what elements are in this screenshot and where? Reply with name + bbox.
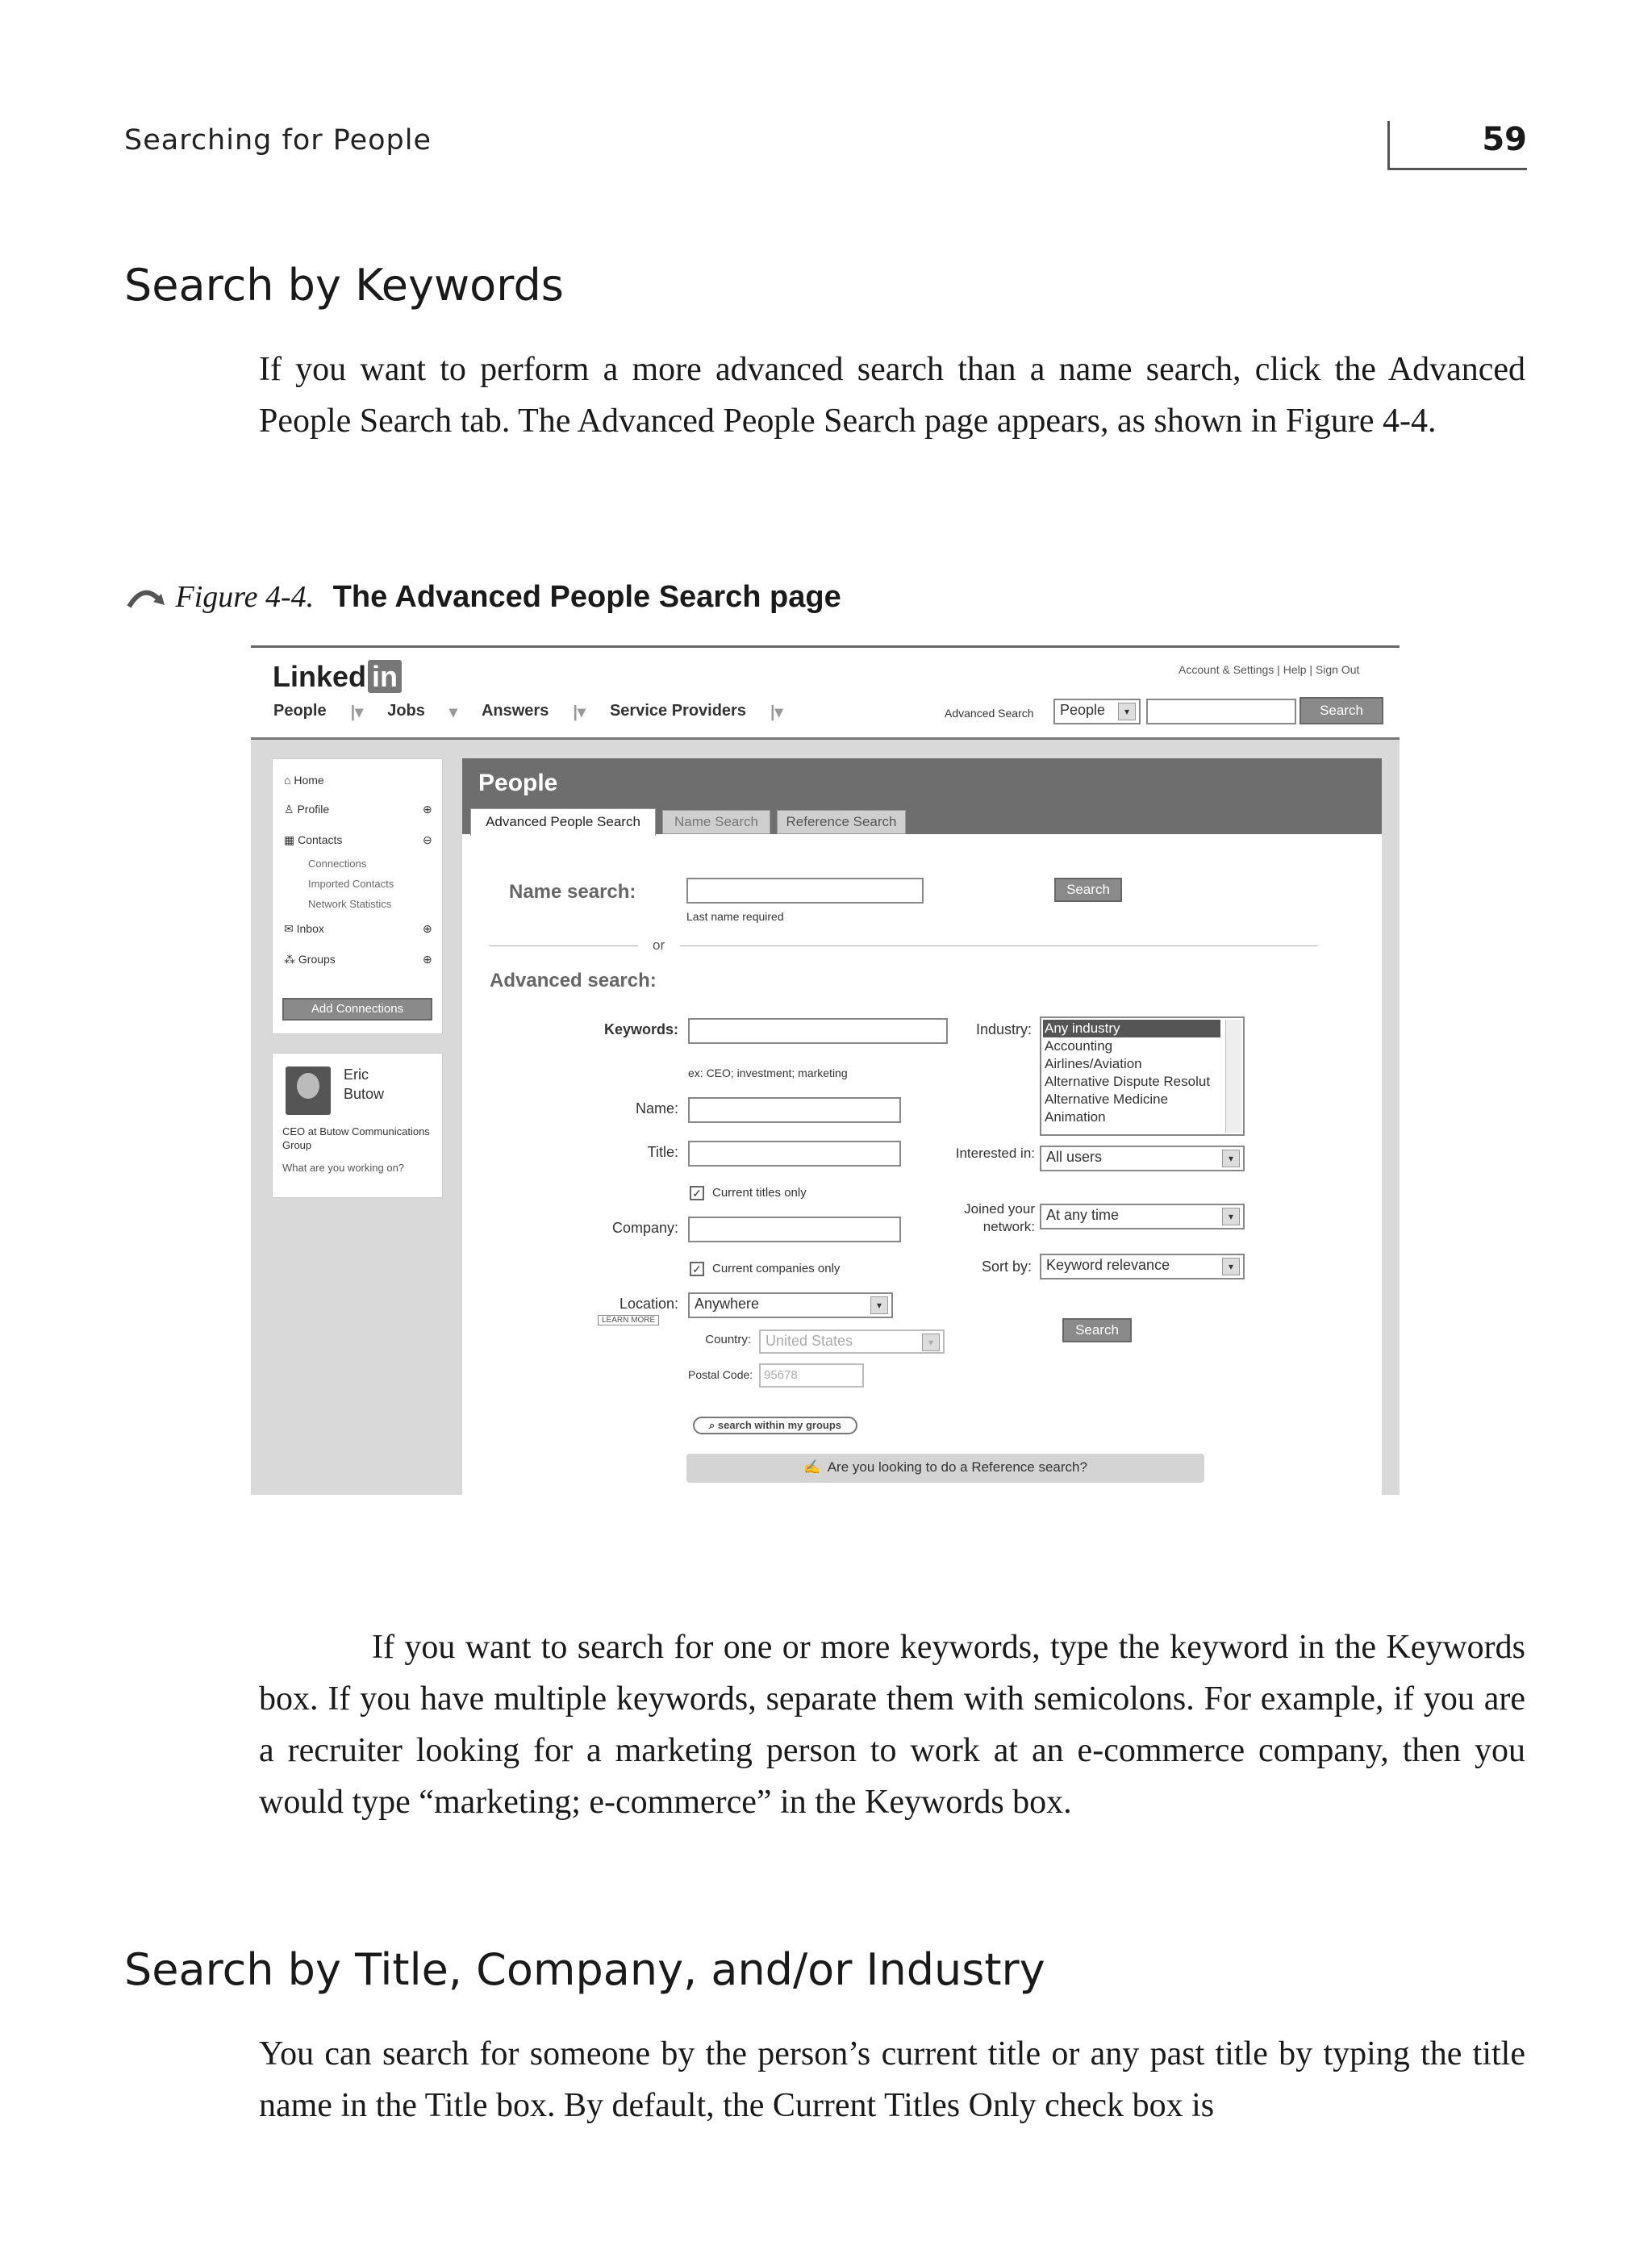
keywords-input[interactable] bbox=[688, 1018, 948, 1044]
figure-label: Figure 4-4. bbox=[175, 580, 315, 614]
sidebar-label-profile: Profile bbox=[297, 803, 330, 816]
expand-icon[interactable]: ⊕ bbox=[423, 922, 432, 935]
industry-option[interactable]: Any industry bbox=[1043, 1020, 1220, 1037]
sidebar-subitem-connections[interactable]: Connections bbox=[308, 858, 367, 870]
joined-value: At any time bbox=[1046, 1207, 1120, 1223]
status-prompt[interactable]: What are you working on? bbox=[282, 1162, 405, 1174]
nav-sep-icon: |▾ bbox=[573, 703, 586, 721]
industry-option[interactable]: Accounting bbox=[1045, 1038, 1113, 1054]
section-heading-keywords: Search by Keywords bbox=[124, 260, 564, 311]
chevron-down-icon: ▾ bbox=[1118, 703, 1136, 720]
sidebar-item-contacts[interactable] bbox=[284, 833, 342, 847]
search-within-groups-label: search within my groups bbox=[717, 1419, 842, 1431]
current-companies-label: Current companies only bbox=[712, 1262, 841, 1275]
current-titles-label: Current titles only bbox=[712, 1186, 807, 1200]
industry-scrollbar[interactable] bbox=[1225, 1020, 1241, 1133]
expand-icon[interactable]: ⊕ bbox=[423, 803, 432, 816]
profile-role: CEO at Butow Communications Group bbox=[282, 1125, 430, 1151]
industry-label: Industry: bbox=[975, 1021, 1032, 1037]
expand-icon[interactable]: ⊕ bbox=[423, 953, 432, 966]
profile-last-name[interactable]: Butow bbox=[344, 1086, 385, 1102]
nav-sep-icon: |▾ bbox=[770, 703, 783, 721]
advanced-search-link[interactable]: Advanced Search bbox=[945, 707, 1034, 720]
country-select[interactable] bbox=[759, 1329, 945, 1354]
contacts-icon: ▦ bbox=[284, 833, 295, 846]
joined-label: Joined your network: bbox=[964, 1201, 1035, 1234]
advanced-search-label: Advanced search: bbox=[490, 970, 657, 991]
section-heading-title-company: Search by Title, Company, and/or Industry bbox=[124, 1944, 1045, 1995]
title-label: Title: bbox=[647, 1144, 678, 1160]
search-icon: ⌕ bbox=[708, 1419, 715, 1431]
advanced-search-button[interactable]: Search bbox=[1062, 1318, 1132, 1342]
sidebar-subitem-statistics[interactable]: Network Statistics bbox=[308, 898, 392, 910]
groups-icon: ⁂ bbox=[284, 953, 295, 966]
interested-label: Interested in: bbox=[955, 1146, 1035, 1161]
nav-jobs[interactable]: Jobs bbox=[387, 702, 425, 720]
industry-listbox[interactable] bbox=[1040, 1016, 1245, 1136]
interested-value: All users bbox=[1046, 1149, 1103, 1165]
chevron-down-icon: ▾ bbox=[1222, 1258, 1240, 1275]
postal-code-input[interactable]: 95678 bbox=[759, 1363, 864, 1388]
add-connections-button[interactable]: Add Connections bbox=[282, 998, 432, 1021]
nav-answers[interactable]: Answers bbox=[481, 702, 549, 720]
company-label: Company: bbox=[611, 1220, 678, 1236]
people-panel bbox=[462, 758, 1382, 1495]
keywords-hint: ex: CEO; investment; marketing bbox=[688, 1066, 848, 1079]
sidebar-menu bbox=[272, 758, 443, 1034]
logo-in: in bbox=[368, 660, 402, 693]
sort-value: Keyword relevance bbox=[1046, 1257, 1170, 1273]
country-label: Country: bbox=[705, 1333, 751, 1346]
inbox-icon: ✉ bbox=[284, 922, 294, 935]
sidebar-item-inbox[interactable] bbox=[284, 922, 324, 936]
page-number-box bbox=[1387, 121, 1527, 170]
divider-right bbox=[680, 945, 1317, 946]
page-number: 59 bbox=[1482, 121, 1527, 158]
tab-reference-search[interactable]: Reference Search bbox=[777, 810, 906, 834]
chevron-down-icon: ▾ bbox=[870, 1296, 888, 1314]
keywords-label: Keywords: bbox=[603, 1021, 678, 1037]
title-paragraph: You can search for someone by the person’s current title or any past title by typing the title name in the Title box. By default, the Current Titles Only check box is bbox=[259, 2035, 1525, 2124]
industry-option[interactable]: Alternative Dispute Resolut bbox=[1045, 1074, 1211, 1089]
current-companies-checkbox[interactable]: ✓ bbox=[690, 1262, 704, 1276]
collapse-icon[interactable]: ⊖ bbox=[423, 833, 432, 846]
profile-first-name[interactable]: Eric bbox=[344, 1066, 369, 1083]
top-search-button[interactable]: Search bbox=[1299, 697, 1383, 724]
nav-sep-icon: |▾ bbox=[350, 703, 364, 721]
profile-card bbox=[272, 1053, 443, 1198]
nav-service-providers[interactable]: Service Providers bbox=[609, 702, 746, 720]
account-links[interactable]: Account & Settings | Help | Sign Out bbox=[1179, 663, 1360, 676]
nav-people[interactable]: People bbox=[273, 702, 327, 720]
current-titles-checkbox[interactable]: ✓ bbox=[690, 1186, 704, 1200]
location-value: Anywhere bbox=[695, 1296, 760, 1312]
name-search-button[interactable]: Search bbox=[1054, 878, 1122, 902]
sidebar-label-contacts: Contacts bbox=[298, 833, 343, 846]
figure-caption bbox=[124, 579, 841, 615]
search-type-select[interactable] bbox=[1053, 699, 1141, 724]
sidebar-label-inbox: Inbox bbox=[296, 922, 324, 935]
top-search-input[interactable] bbox=[1146, 699, 1296, 724]
title-input[interactable] bbox=[688, 1141, 901, 1167]
keywords-paragraph: If you want to search for one or more keywords, type the keyword in the Keywords box. If you have multiple keywords, separate them with semicolons. For example, if you are a recruiter looking for a marketing person to work at an e-commerce company, then you would type “marketing; e-commerce” in the Keywords box. bbox=[259, 1629, 1525, 1821]
linkedin-screenshot bbox=[251, 645, 1400, 1495]
figure-arrow-icon bbox=[124, 579, 168, 612]
joined-select[interactable] bbox=[1040, 1204, 1245, 1229]
company-input[interactable] bbox=[688, 1217, 901, 1242]
or-text: or bbox=[653, 937, 665, 953]
sort-label: Sort by: bbox=[981, 1258, 1032, 1275]
search-type-value: People bbox=[1060, 702, 1106, 718]
industry-option[interactable]: Alternative Medicine bbox=[1045, 1092, 1169, 1107]
sidebar-subitem-imported[interactable]: Imported Contacts bbox=[308, 878, 394, 890]
profile-icon: ♙ bbox=[284, 803, 294, 816]
sort-select[interactable] bbox=[1040, 1254, 1245, 1279]
chevron-down-icon: ▾ bbox=[1222, 1150, 1240, 1167]
sidebar-item-profile[interactable] bbox=[284, 803, 329, 816]
logo-text: Linked bbox=[273, 660, 367, 693]
search-within-groups-button[interactable] bbox=[693, 1417, 857, 1434]
avatar-face bbox=[297, 1073, 319, 1099]
intro-paragraph: If you want to perform a more advanced search than a name search, click the Advanced People Search tab. The Advanced People Search page appears, as shown in Figure 4-4. bbox=[259, 351, 1525, 440]
name-label: Name: bbox=[635, 1100, 678, 1117]
postal-code-label: Postal Code: bbox=[688, 1368, 753, 1381]
industry-option[interactable]: Airlines/Aviation bbox=[1045, 1056, 1142, 1071]
industry-option[interactable]: Animation bbox=[1045, 1109, 1106, 1125]
screenshot-top-border bbox=[251, 645, 1400, 648]
country-value: United States bbox=[766, 1333, 853, 1349]
sidebar-label-home: Home bbox=[294, 774, 324, 787]
name-search-label: Name search: bbox=[509, 881, 636, 903]
home-icon: ⌂ bbox=[284, 774, 291, 787]
location-label: Location: bbox=[619, 1296, 678, 1312]
sidebar-item-home[interactable] bbox=[284, 774, 324, 787]
figure-title: The Advanced People Search page bbox=[332, 580, 841, 614]
reference-icon: ✍ bbox=[803, 1459, 821, 1475]
main-nav bbox=[273, 702, 783, 722]
chevron-down-icon: ▾ bbox=[922, 1334, 940, 1351]
linkedin-logo[interactable] bbox=[273, 660, 402, 694]
nav-sep-icon: ▾ bbox=[448, 703, 457, 721]
running-header: Searching for People bbox=[124, 124, 432, 157]
location-select[interactable] bbox=[688, 1292, 893, 1318]
divider-left bbox=[490, 945, 638, 946]
sidebar-label-groups: Groups bbox=[298, 953, 336, 966]
avatar[interactable] bbox=[286, 1066, 331, 1115]
reference-search-banner[interactable] bbox=[686, 1454, 1204, 1483]
chevron-down-icon: ▾ bbox=[1222, 1208, 1240, 1225]
reference-banner-label: Are you looking to do a Reference search? bbox=[827, 1459, 1087, 1475]
last-name-required-note: Last name required bbox=[686, 910, 784, 923]
name-search-input[interactable] bbox=[686, 878, 924, 904]
tab-advanced-people-search[interactable]: Advanced People Search bbox=[470, 808, 656, 836]
interested-select[interactable] bbox=[1040, 1146, 1245, 1171]
panel-title: People bbox=[478, 770, 558, 796]
sidebar-item-groups[interactable] bbox=[284, 953, 336, 966]
name-input[interactable] bbox=[688, 1097, 901, 1123]
tab-name-search[interactable]: Name Search bbox=[662, 810, 770, 834]
learn-more-link[interactable]: LEARN MORE bbox=[598, 1315, 659, 1325]
